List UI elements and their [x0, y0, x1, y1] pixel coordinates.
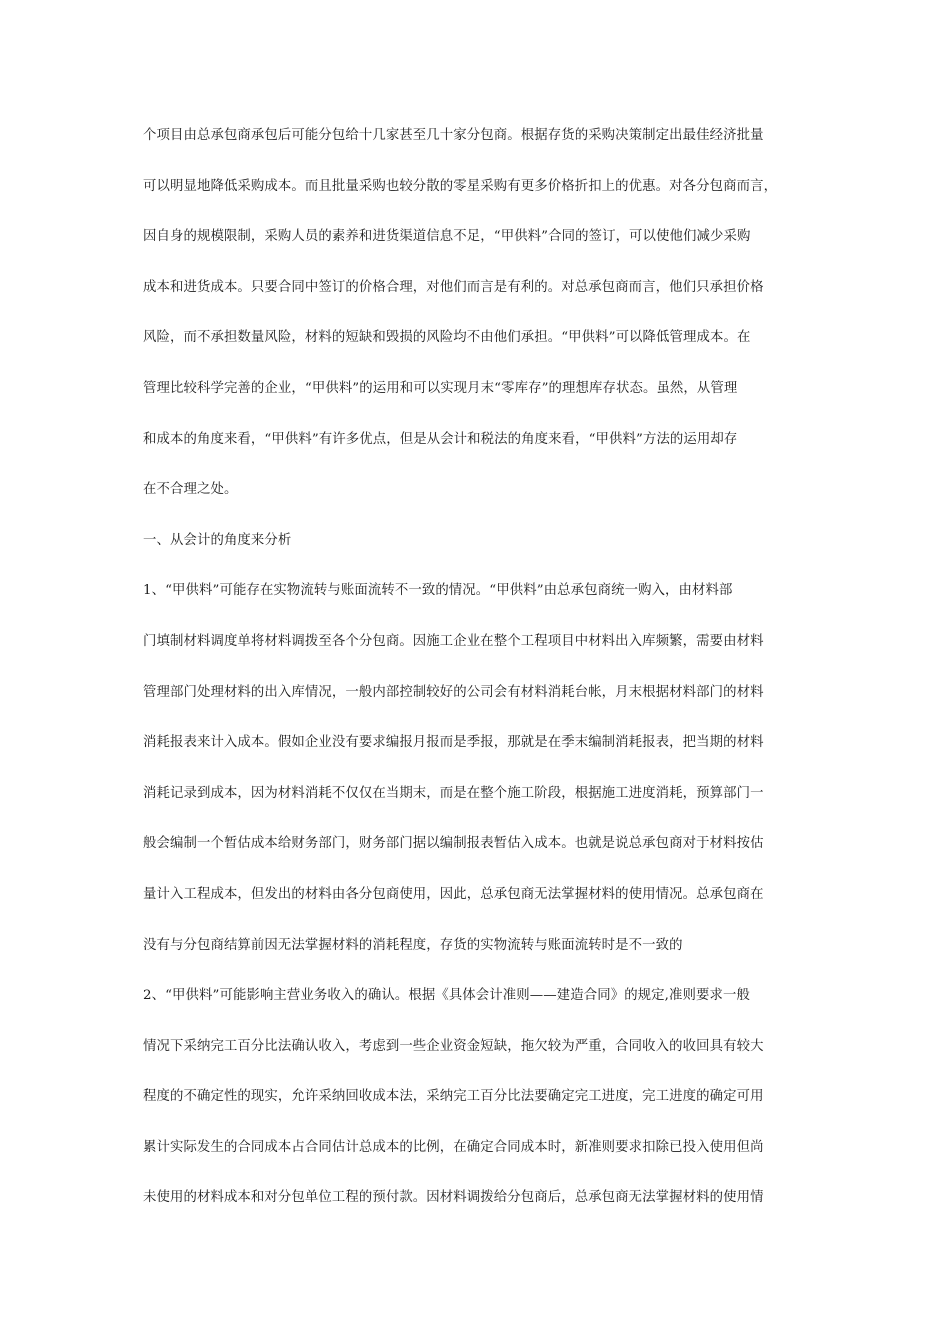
text-line: 因自身的规模限制，采购人员的素养和进货渠道信息不足，“甲供料”合同的签订，可以使他们减少采购	[143, 229, 751, 245]
text-line: 可以明显地降低采购成本。而且批量采购也较分散的零星采购有更多价格折扣上的优惠。对各分包商而言，	[143, 178, 778, 194]
text-line: 管理部门处理材料的出入库情况，一般内部控制较好的公司会有材料消耗台帐，月末根据材料部门的材料	[143, 684, 764, 700]
text-line: 情况下采纳完工百分比法确认收入，考虑到一些企业资金短缺，拖欠较为严重，合同收入的收回具有较大	[143, 1038, 764, 1054]
text-line: 消耗报表来计入成本。假如企业没有要求编报月报而是季报，那就是在季末编制消耗报表，把当期的材料	[143, 735, 764, 751]
text-line: 累计实际发生的合同成本占合同估计总成本的比例，在确定合同成本时，新准则要求扣除已投入使用但尚	[143, 1139, 764, 1155]
text-line: 量计入工程成本，但发出的材料由各分包商使用，因此，总承包商无法掌握材料的使用情况。总承包商在	[143, 886, 764, 902]
text-line: 没有与分包商结算前因无法掌握材料的消耗程度，存货的实物流转与账面流转时是不一致的	[143, 937, 683, 953]
text-line: 2、“甲供料”可能影响主营业务收入的确认。根据《具体会计准则——建造合同》的规定,准则要求一般	[143, 988, 750, 1004]
document-body	[143, 124, 823, 1237]
text-line: 个项目由总承包商承包后可能分包给十几家甚至几十家分包商。根据存货的采购决策制定出最佳经济批量	[143, 128, 764, 143]
text-line: 般会编制一个暂估成本给财务部门，财务部门据以编制报表暂估入成本。也就是说总承包商对于材料按估	[143, 836, 764, 852]
text-line: 风险，而不承担数量风险，材料的短缺和毁损的风险均不由他们承担。“甲供料”可以降低管理成本。在	[143, 330, 751, 346]
text-line: 消耗记录到成本，因为材料消耗不仅仅在当期末，而是在整个施工阶段，根据施工进度消耗，预算部门一	[143, 785, 764, 801]
text-line: 1、“甲供料”可能存在实物流转与账面流转不一致的情况。“甲供料”由总承包商统一购入，由材料部	[143, 583, 733, 599]
text-line: 未使用的材料成本和对分包单位工程的预付款。因材料调拨给分包商后，总承包商无法掌握材料的使用情	[143, 1190, 764, 1206]
text-line: 在不合理之处。	[143, 482, 238, 498]
text-line: 成本和进货成本。只要合同中签订的价格合理，对他们而言是有利的。对总承包商而言，他们只承担价格	[143, 279, 764, 295]
text-line: 和成本的角度来看，“甲供料”有许多优点，但是从会计和税法的角度来看，“甲供料”方法的运用却存	[143, 431, 738, 447]
text-line: 门填制材料调度单将材料调拨至各个分包商。因施工企业在整个工程项目中材料出入库频繁，需要由材料	[143, 633, 764, 649]
text-line: 管理比较科学完善的企业，“甲供料”的运用和可以实现月末“零库存”的理想库存状态。虽然，从管理	[143, 380, 738, 396]
text-line: 程度的不确定性的现实，允许采纳回收成本法，采纳完工百分比法要确定完工进度，完工进度的确定可用	[143, 1089, 764, 1105]
section-heading: 一、从会计的角度来分析	[143, 532, 292, 548]
